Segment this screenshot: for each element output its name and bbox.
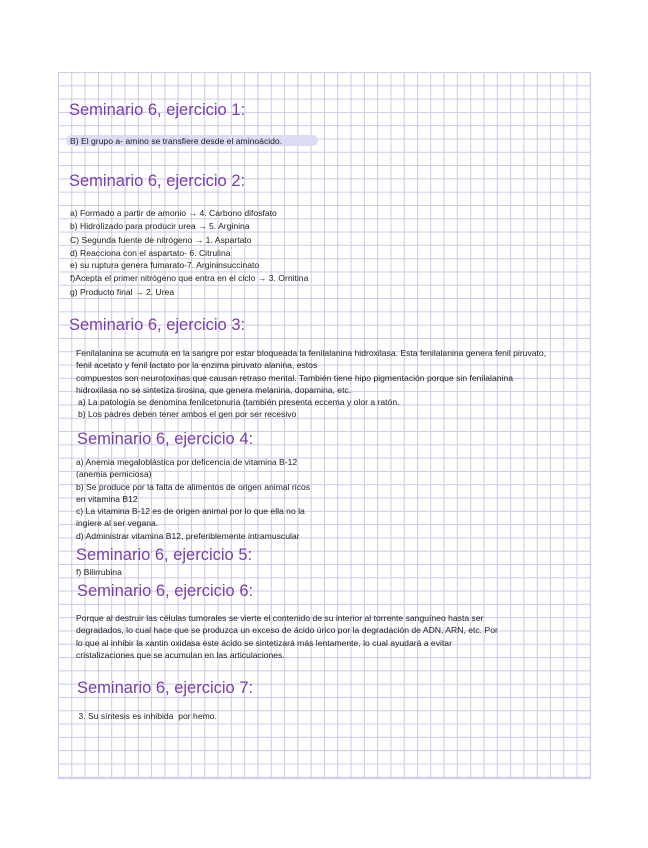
section-title-5: Seminario 6, ejercicio 5: [76, 546, 253, 564]
section-2-line: a) Formado a partir de amonio → 4. Carbono difosfato [70, 208, 277, 218]
section-title-2: Seminario 6, ejercicio 2: [69, 172, 246, 190]
section-3-body [76, 347, 546, 421]
section-4-line: ingiere al ser vegana. [76, 518, 159, 529]
section-4-body [76, 456, 310, 542]
section-title-4: Seminario 6, ejercicio 4: [77, 430, 254, 448]
section-5-line: f) Bilirrubina [76, 567, 122, 577]
section-7-line: 3. Su síntesis es inhibida por hemo. [76, 711, 217, 721]
section-title-1: Seminario 6, ejercicio 1: [69, 101, 246, 119]
section-2-line: f)Acepta el primer nitrógeno que entra en el ciclo → 3. Ornitina [70, 273, 309, 284]
section-3-line: fenil acetato y fenil lactato por la enzima piruvato alanina, estos [76, 360, 318, 371]
section-2-line: g) Producto final → 2. Urea [70, 286, 175, 297]
section-6-line: lo que al inhibir la xantin oxidasa este ácido se sintetizará más lentamente, lo cual ayudará a evitar [76, 637, 452, 648]
section-2-line: C) Segunda fuente de nitrógeno → 1. Aspartato [70, 234, 252, 245]
section-4-line: c) La vitamina B-12 es de origen animal por lo que ella no la [76, 506, 305, 517]
section-4-line: (anemia perniciosa) [76, 469, 152, 480]
section-title-7: Seminario 6, ejercicio 7: [77, 679, 254, 697]
section-2-body [70, 207, 308, 298]
section-3-line: a) La patología se denomina fenilcetonuria (también presenta eccema y olor a ratón. [78, 397, 400, 408]
section-title-3: Seminario 6, ejercicio 3: [69, 316, 246, 334]
section-6-line: degradados, lo cual hace que se produzca un exceso de ácido úrico por la degradación de ADN, ARN, etc. Por [76, 625, 498, 636]
section-6-body [76, 612, 498, 661]
section-1-line: B) El grupo a- amino se transfiere desde el aminoácido. [70, 136, 283, 146]
section-6-line: cristalizaciones que se acumulan en las articulaciones. [76, 649, 285, 660]
section-2-line: e) su ruptura genera fumarato-7. Argininsuccinato [70, 260, 260, 271]
section-3-line: compuestos son neurotoxinas que causan retraso mental. También tiene hipo pigmentación porque sin fenilalanina [76, 372, 513, 383]
section-4-line: b) Se produce por la falta de alimentos de origen animal ricos [76, 481, 311, 492]
section-2-line: b) Hidrolizado para producir urea → 5. Arginina [70, 221, 250, 232]
section-4-line: a) Anemia megaloblástica por deficencia de vitamina B-12 [76, 457, 298, 467]
section-3-line: hidroxilasa no se sintetiza tirosina, que genera melanina, dopamina, etc. [76, 384, 352, 395]
section-title-6: Seminario 6, ejercicio 6: [77, 582, 254, 600]
section-3-line: Fenilalanina se acumula en la sangre por estar bloqueada la fenilalanina hidroxilasa. Esta fenilalanina genera fenil piruvato, [76, 348, 547, 358]
section-6-line: Porque al destruir las células tumorales se vierte el contenido de su interior al torrente sanguíneo hasta ser [76, 613, 484, 623]
section-2-line: d) Reacciona con el aspartato- 6. Citrulina [70, 247, 231, 258]
section-4-line: d) Administrar vitamina B12, preferiblemente intramuscular [76, 530, 300, 541]
section-3-line: b) Los padres deben tener ambos el gen por ser recesivo [78, 409, 297, 420]
section-4-line: en vitamina B12 [76, 493, 138, 504]
